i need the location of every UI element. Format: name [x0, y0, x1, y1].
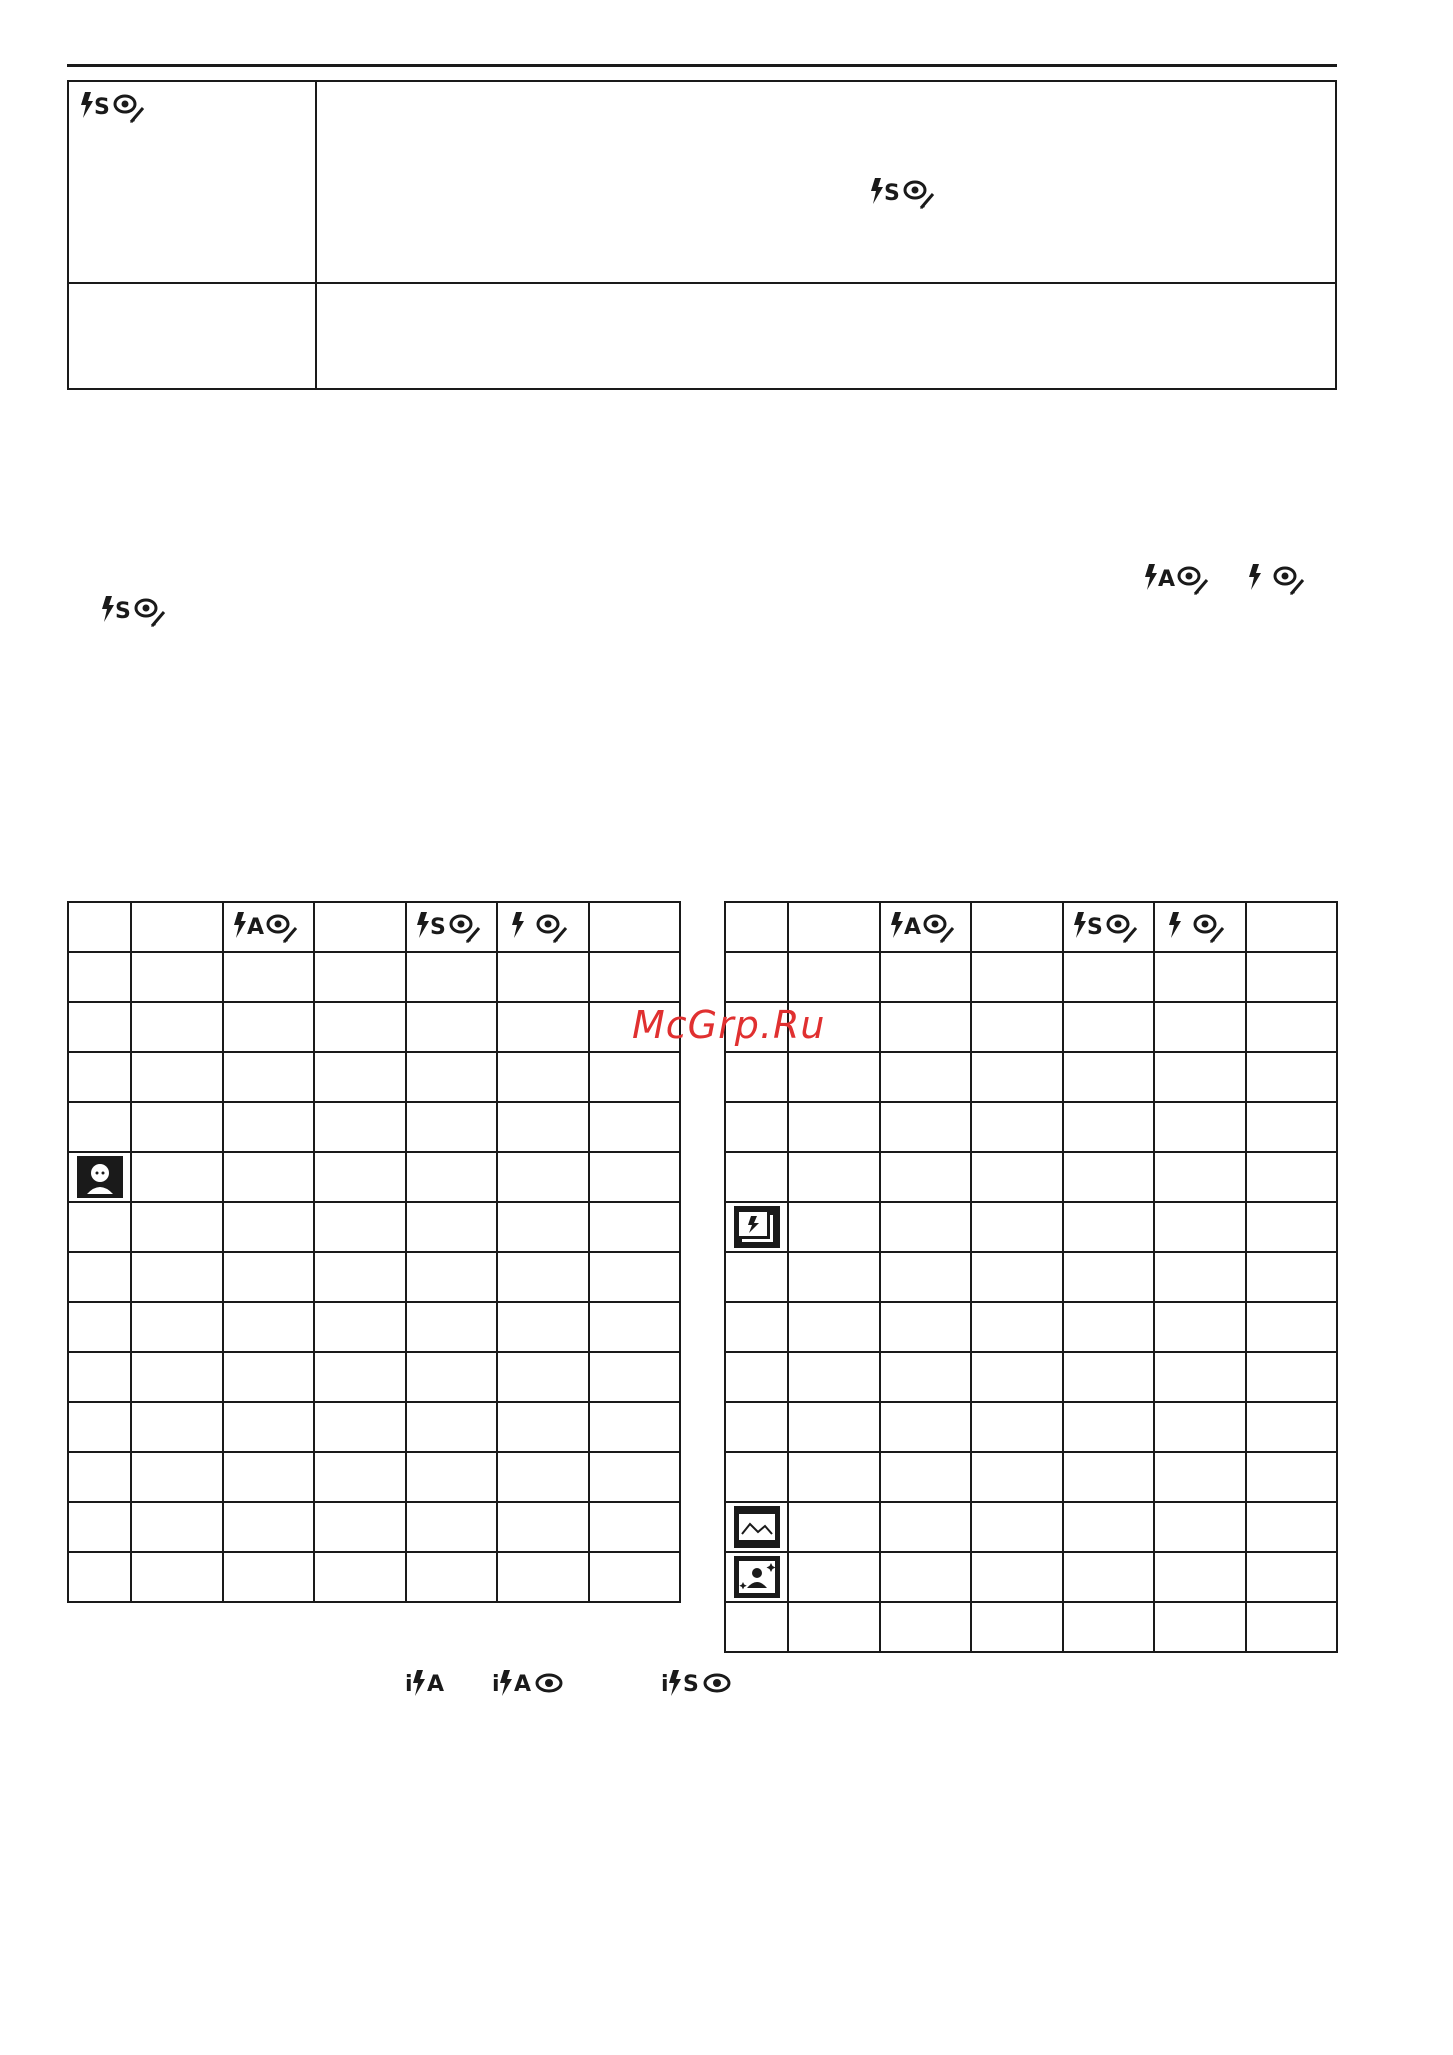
table-cell [971, 1202, 1063, 1252]
table-cell [725, 1302, 788, 1352]
table-cell [68, 1202, 131, 1252]
table-cell [788, 1302, 880, 1352]
table-cell [725, 1402, 788, 1452]
table-row [725, 1202, 1337, 1252]
table-row [68, 1052, 680, 1102]
table-cell [314, 1202, 406, 1252]
table-cell [314, 952, 406, 1002]
table-cell [971, 1252, 1063, 1302]
baby-scene-icon [77, 1156, 123, 1198]
flash-burst-scene-icon [734, 1206, 780, 1248]
table-cell [880, 1552, 972, 1602]
table-row [68, 1502, 680, 1552]
table-cell [788, 1602, 880, 1652]
scene-cell [68, 1152, 131, 1202]
table-cell [1246, 1052, 1338, 1102]
table-cell [68, 1352, 131, 1402]
flash-a-label: A [1158, 567, 1176, 592]
intelligent-prefix-label: i [405, 1672, 413, 1697]
intelligent-s-label: S [683, 1672, 699, 1697]
table-row [68, 81, 1336, 283]
table-row [68, 1152, 680, 1202]
table-cell [788, 1502, 880, 1552]
table-cell [68, 1452, 131, 1502]
header-cell [1063, 902, 1155, 952]
flash-auto-red-eye-icon [232, 908, 304, 946]
intelligent-prefix-label: i [492, 1672, 500, 1697]
table-cell [131, 1302, 223, 1352]
table-row [68, 1352, 680, 1402]
table-cell [1246, 1202, 1338, 1252]
table-cell [880, 1352, 972, 1402]
header-cell [314, 902, 406, 952]
table-cell [1154, 1052, 1246, 1102]
table-cell [589, 1452, 681, 1502]
table-cell [1154, 1252, 1246, 1302]
table-cell [314, 1502, 406, 1552]
flash-s-label: S [884, 181, 900, 206]
table-cell [589, 1102, 681, 1152]
table-cell [406, 1452, 498, 1502]
table-cell [1246, 1402, 1338, 1452]
scene-cell [725, 1552, 788, 1602]
table-cell [1154, 1502, 1246, 1552]
table-cell [589, 952, 681, 1002]
table-header-row [725, 902, 1337, 952]
header-cell [406, 902, 498, 952]
table-cell [788, 1102, 880, 1152]
flash-slow-sync-red-eye-icon [79, 88, 151, 126]
table-cell [725, 1052, 788, 1102]
table-cell [880, 1252, 972, 1302]
table-cell [497, 1102, 589, 1152]
table-cell [131, 1202, 223, 1252]
flash-forced-red-eye-icon [510, 908, 576, 946]
table-cell [131, 1402, 223, 1452]
flash-auto-red-eye-icon [889, 908, 961, 946]
table-cell [131, 1502, 223, 1552]
table-cell [971, 1552, 1063, 1602]
landscape-scene-icon [734, 1506, 780, 1548]
flash-s-label: S [115, 599, 131, 624]
table-cell [131, 952, 223, 1002]
table-cell [223, 1402, 315, 1452]
table-cell [971, 1102, 1063, 1152]
table-row [725, 1102, 1337, 1152]
table-cell [223, 1052, 315, 1102]
table-cell [223, 952, 315, 1002]
table-row [68, 1302, 680, 1352]
scene-cell [725, 1202, 788, 1252]
table-cell [788, 1152, 880, 1202]
table-row [725, 1452, 1337, 1502]
table-cell [971, 1302, 1063, 1352]
header-cell [68, 902, 131, 952]
table-cell [880, 1452, 972, 1502]
table-cell [223, 1552, 315, 1602]
table-cell [1063, 1402, 1155, 1452]
table-cell [497, 1152, 589, 1202]
table-cell [788, 1252, 880, 1302]
intelligent-flash-auto-icon [403, 1667, 453, 1699]
table-cell [589, 1202, 681, 1252]
table-cell [497, 1202, 589, 1252]
table-row [725, 1402, 1337, 1452]
top-rule [67, 64, 1337, 67]
flash-mode-cell [68, 283, 316, 389]
table-cell [497, 1352, 589, 1402]
table-cell [223, 1502, 315, 1552]
table-cell [131, 1152, 223, 1202]
table-cell [788, 952, 880, 1002]
table-cell [1246, 1552, 1338, 1602]
table-cell [1246, 952, 1338, 1002]
scene-flash-table-left [67, 901, 681, 1603]
table-row [725, 1152, 1337, 1202]
table-cell [68, 1052, 131, 1102]
table-cell [68, 1552, 131, 1602]
table-cell [971, 1152, 1063, 1202]
flash-auto-red-eye-icon [1143, 560, 1215, 598]
intelligent-prefix-label: i [661, 1672, 669, 1697]
table-cell [589, 1502, 681, 1552]
table-row [725, 1302, 1337, 1352]
table-cell [314, 1102, 406, 1152]
table-cell [1246, 1452, 1338, 1502]
table-cell [406, 1002, 498, 1052]
table-row [725, 1352, 1337, 1402]
table-cell [314, 1402, 406, 1452]
table-cell [497, 1452, 589, 1502]
table-cell [131, 1252, 223, 1302]
table-cell [1154, 1152, 1246, 1202]
header-cell [131, 902, 223, 952]
table-cell [314, 1552, 406, 1602]
table-cell [725, 1602, 788, 1652]
table-cell [223, 1202, 315, 1252]
table-cell [725, 1352, 788, 1402]
flash-a-label: A [904, 915, 922, 940]
table-cell [971, 1002, 1063, 1052]
flash-s-label: S [1087, 915, 1104, 940]
table-cell [406, 1202, 498, 1252]
table-cell [1154, 1102, 1246, 1152]
table-cell [880, 1052, 972, 1102]
table-cell [1246, 1302, 1338, 1352]
header-cell [880, 902, 972, 952]
table-cell [314, 1302, 406, 1352]
flash-description-cell [316, 81, 1336, 283]
table-row [725, 1502, 1337, 1552]
table-cell [223, 1302, 315, 1352]
table-row [68, 1252, 680, 1302]
scene-cell [725, 1502, 788, 1552]
table-cell [406, 1302, 498, 1352]
table-cell [68, 952, 131, 1002]
header-cell [589, 902, 681, 952]
table-cell [131, 1452, 223, 1502]
table-cell [880, 1502, 972, 1552]
table-row [725, 952, 1337, 1002]
table-cell [1246, 1502, 1338, 1552]
flash-forced-red-eye-icon [1167, 908, 1233, 946]
header-cell [1154, 902, 1246, 952]
table-cell [1246, 1152, 1338, 1202]
flash-slow-sync-red-eye-icon [869, 174, 941, 212]
table-cell [725, 1252, 788, 1302]
header-cell [223, 902, 315, 952]
table-cell [971, 1352, 1063, 1402]
table-cell [880, 1302, 972, 1352]
table-cell [68, 1302, 131, 1352]
table-cell [725, 1102, 788, 1152]
table-cell [589, 1252, 681, 1302]
table-cell [314, 1002, 406, 1052]
table-row [68, 283, 1336, 389]
table-cell [1246, 1252, 1338, 1302]
table-cell [1063, 1552, 1155, 1602]
table-cell [971, 1602, 1063, 1652]
table-cell [1063, 1502, 1155, 1552]
table-cell [223, 1452, 315, 1502]
table-cell [589, 1402, 681, 1452]
table-cell [589, 1352, 681, 1402]
table-cell [1154, 1002, 1246, 1052]
flash-slow-sync-red-eye-icon [100, 592, 172, 630]
table-cell [131, 1102, 223, 1152]
table-cell [589, 1552, 681, 1602]
table-cell [68, 1402, 131, 1452]
table-cell [971, 1502, 1063, 1552]
table-cell [497, 1302, 589, 1352]
table-cell [223, 1152, 315, 1202]
portrait-scene-icon [734, 1556, 780, 1598]
table-cell [223, 1002, 315, 1052]
table-cell [1063, 1152, 1155, 1202]
table-cell [971, 1452, 1063, 1502]
table-cell [1063, 1052, 1155, 1102]
intelligent-flash-auto-red-eye-icon [490, 1667, 572, 1699]
flash-slow-sync-red-eye-icon [415, 908, 487, 946]
table-cell [314, 1352, 406, 1402]
table-cell [497, 1052, 589, 1102]
table-cell [1063, 1452, 1155, 1502]
header-cell [497, 902, 589, 952]
table-cell [131, 1002, 223, 1052]
header-cell [971, 902, 1063, 952]
table-cell [406, 1502, 498, 1552]
intelligent-a-label: A [514, 1672, 532, 1697]
flash-s-label: S [430, 915, 447, 940]
table-cell [788, 1552, 880, 1602]
table-cell [971, 952, 1063, 1002]
flash-mode-cell [68, 81, 316, 283]
table-cell [406, 1352, 498, 1402]
table-row [68, 1102, 680, 1152]
table-cell [314, 1052, 406, 1102]
table-cell [589, 1302, 681, 1352]
table-cell [68, 1102, 131, 1152]
table-header-row [68, 902, 680, 952]
table-cell [1154, 1602, 1246, 1652]
table-cell [1063, 1302, 1155, 1352]
header-cell [788, 902, 880, 952]
table-cell [788, 1052, 880, 1102]
table-cell [223, 1102, 315, 1152]
table-cell [68, 1502, 131, 1552]
table-cell [880, 1102, 972, 1152]
table-cell [880, 1602, 972, 1652]
table-cell [314, 1452, 406, 1502]
watermark: McGrp.Ru [632, 1003, 826, 1047]
table-cell [497, 1552, 589, 1602]
table-row [725, 1552, 1337, 1602]
table-cell [788, 1352, 880, 1402]
table-cell [406, 1152, 498, 1202]
table-cell [1063, 1102, 1155, 1152]
table-row [68, 952, 680, 1002]
flash-description-cell [316, 283, 1336, 389]
flash-slow-sync-red-eye-icon [1072, 908, 1144, 946]
table-cell [880, 1002, 972, 1052]
table-cell [497, 1502, 589, 1552]
table-cell [1154, 1202, 1246, 1252]
table-cell [1246, 1352, 1338, 1402]
table-cell [971, 1052, 1063, 1102]
table-cell [497, 952, 589, 1002]
table-cell [131, 1552, 223, 1602]
table-row [725, 1252, 1337, 1302]
table-cell [1063, 1202, 1155, 1252]
flash-a-label: A [247, 915, 265, 940]
table-cell [1154, 952, 1246, 1002]
table-cell [314, 1152, 406, 1202]
table-cell [406, 952, 498, 1002]
table-cell [971, 1402, 1063, 1452]
intelligent-a-label: A [427, 1672, 445, 1697]
table-cell [497, 1252, 589, 1302]
table-cell [589, 1052, 681, 1102]
table-cell [1063, 952, 1155, 1002]
table-cell [68, 1002, 131, 1052]
table-cell [406, 1252, 498, 1302]
table-cell [131, 1052, 223, 1102]
intelligent-flash-slow-red-eye-icon [659, 1667, 741, 1699]
table-cell [1246, 1602, 1338, 1652]
table-cell [1063, 1002, 1155, 1052]
table-cell [406, 1052, 498, 1102]
table-cell [131, 1352, 223, 1402]
flash-forced-red-eye-icon [1247, 560, 1313, 598]
table-cell [406, 1102, 498, 1152]
table-cell [1154, 1552, 1246, 1602]
table-cell [788, 1402, 880, 1452]
table-row [68, 1402, 680, 1452]
table-row [68, 1002, 680, 1052]
table-cell [880, 952, 972, 1002]
table-cell [1154, 1452, 1246, 1502]
flash-description-table [67, 80, 1337, 390]
table-cell [68, 1252, 131, 1302]
table-cell [725, 1152, 788, 1202]
table-row [725, 1052, 1337, 1102]
table-cell [497, 1002, 589, 1052]
table-cell [406, 1552, 498, 1602]
table-cell [1063, 1252, 1155, 1302]
flash-s-label: S [94, 95, 110, 120]
table-cell [314, 1252, 406, 1302]
table-cell [725, 952, 788, 1002]
table-cell [1063, 1602, 1155, 1652]
table-cell [1246, 1002, 1338, 1052]
table-cell [1063, 1352, 1155, 1402]
table-cell [406, 1402, 498, 1452]
table-row [68, 1202, 680, 1252]
table-cell [1154, 1352, 1246, 1402]
table-cell [1246, 1102, 1338, 1152]
table-cell [880, 1402, 972, 1452]
table-cell [788, 1202, 880, 1252]
table-cell [1154, 1302, 1246, 1352]
header-cell [725, 902, 788, 952]
table-cell [1154, 1402, 1246, 1452]
table-cell [788, 1452, 880, 1502]
table-cell [725, 1452, 788, 1502]
table-cell [223, 1352, 315, 1402]
table-cell [880, 1152, 972, 1202]
table-row [68, 1452, 680, 1502]
table-cell [880, 1202, 972, 1252]
table-cell [589, 1152, 681, 1202]
table-cell [223, 1252, 315, 1302]
table-row [68, 1552, 680, 1602]
header-cell [1246, 902, 1338, 952]
table-cell [497, 1402, 589, 1452]
table-row [725, 1602, 1337, 1652]
